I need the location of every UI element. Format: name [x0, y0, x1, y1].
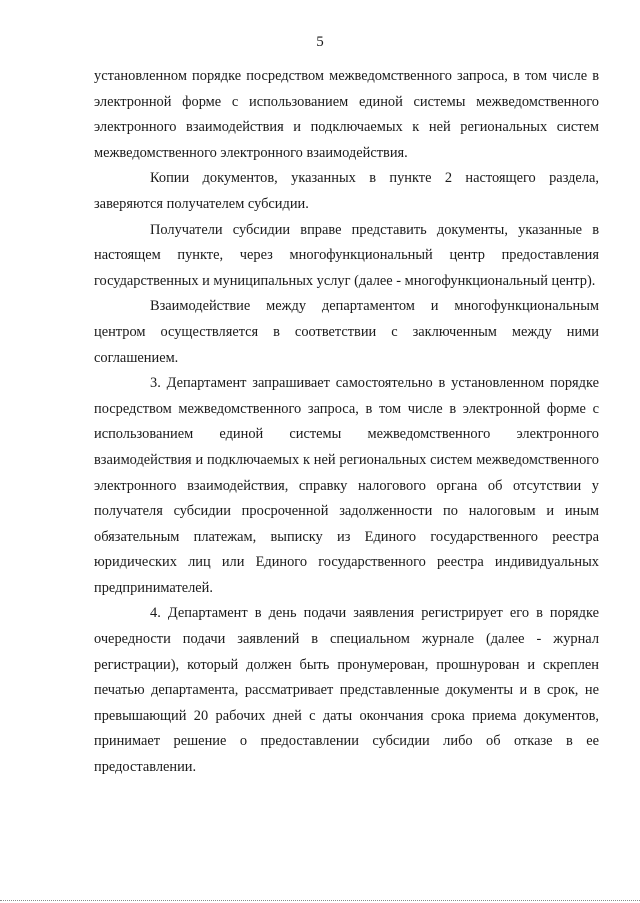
paragraph-continuation: установленном порядке посредством межведомственного запроса, в том числе в электронной форме с использованием единой системы межведомственного электронного взаимодействия и подключаемых к ней региональных систем межведомственного электронного взаимодействия.	[94, 68, 599, 161]
paragraph-item-3: 3. Департамент запрашивает самостоятельно в установленном порядке посредством межведомственного запроса, в том числе в электронной форме с использованием единой системы межведомственного электронного взаимодействия и подключаемых к ней региональных систем межведомственного электронного взаимодействия, справку налогового органа об отсутствии у получателя субсидии просроченной задолженности по налоговым и иным обязательным платежам, выписку из Единого государственного реестра юридических лиц или Единого государственного реестра индивидуальных предпринимателей.	[94, 375, 599, 596]
paragraph-copies-certification: Копии документов, указанных в пункте 2 настоящего раздела, заверяются получателем субсидии.	[94, 170, 599, 212]
paragraph-multifunctional-center: Получатели субсидии вправе представить документы, указанные в настоящем пункте, через многофункциональный центр предоставления государственных и муниципальных услуг (далее - многофункциональный центр).	[94, 221, 599, 289]
paragraph-item-4: 4. Департамент в день подачи заявления регистрирует его в порядке очередности подачи заявлений в специальном журнале (далее - журнал регистрации), который должен быть пронумерован, прошнурован и скреплен печатью департамента, рассматривает представленные документы и в срок, не превышающий 20 рабочих дней с даты окончания срока приема документов, принимает решение о предоставлении субсидии либо об отказе в ее предоставлении.	[94, 605, 599, 776]
page-number: 5	[316, 34, 324, 50]
paragraph-interaction-agreement: Взаимодействие между департаментом и многофункциональным центром осуществляется в соответствии с заключенным между ними соглашением.	[94, 298, 599, 366]
page-bottom-edge	[0, 900, 640, 901]
document-body	[94, 64, 599, 781]
